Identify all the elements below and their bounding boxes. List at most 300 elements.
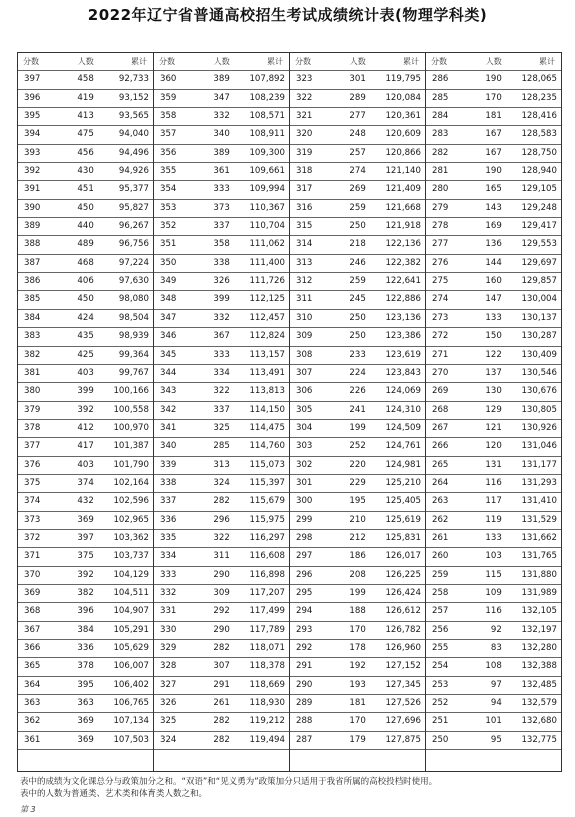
score-cell: 389 xyxy=(18,218,60,236)
cumulative-cell: 114,475 xyxy=(232,419,289,437)
table-row xyxy=(290,603,425,621)
cumulative-cell: 96,267 xyxy=(96,218,153,236)
count-cell: 399 xyxy=(60,383,96,401)
score-cell: 333 xyxy=(154,566,196,584)
cumulative-cell: 125,831 xyxy=(368,529,425,547)
table-row xyxy=(426,566,561,584)
score-cell: 255 xyxy=(426,640,468,658)
table-row xyxy=(426,181,561,199)
count-cell: 417 xyxy=(60,438,96,456)
count-cell: 282 xyxy=(196,731,232,749)
count-cell: 282 xyxy=(196,493,232,511)
score-cell: 275 xyxy=(426,273,468,291)
table-row xyxy=(426,419,561,437)
cumulative-cell: 128,583 xyxy=(504,126,561,144)
count-cell: 116 xyxy=(468,603,504,621)
table-row xyxy=(290,511,425,529)
table-row xyxy=(154,144,289,162)
column-header: 人数 xyxy=(468,53,504,71)
score-cell: 278 xyxy=(426,218,468,236)
count-cell: 259 xyxy=(332,199,368,217)
cumulative-cell: 124,310 xyxy=(368,401,425,419)
score-cell: 304 xyxy=(290,419,332,437)
cumulative-cell: 132,197 xyxy=(504,621,561,639)
count-cell: 94 xyxy=(468,695,504,713)
score-cell: 294 xyxy=(290,603,332,621)
cumulative-cell: 111,062 xyxy=(232,236,289,254)
table-row xyxy=(426,621,561,639)
count-cell: 115 xyxy=(468,566,504,584)
count-cell: 458 xyxy=(60,71,96,89)
score-cell: 349 xyxy=(154,273,196,291)
table-row xyxy=(154,218,289,236)
cumulative-cell: 108,239 xyxy=(232,89,289,107)
score-cell: 345 xyxy=(154,346,196,364)
score-cell: 371 xyxy=(18,548,60,566)
table-row xyxy=(426,383,561,401)
table-row xyxy=(426,548,561,566)
count-cell: 425 xyxy=(60,346,96,364)
cumulative-cell: 117,499 xyxy=(232,603,289,621)
cumulative-cell: 94,496 xyxy=(96,144,153,162)
count-cell: 309 xyxy=(196,584,232,602)
score-cell: 346 xyxy=(154,328,196,346)
column-header: 累计 xyxy=(504,53,561,71)
table-row xyxy=(18,346,153,364)
cumulative-cell: 98,939 xyxy=(96,328,153,346)
score-cell: 370 xyxy=(18,566,60,584)
score-cell: 321 xyxy=(290,108,332,126)
count-cell: 337 xyxy=(196,401,232,419)
score-cell: 377 xyxy=(18,438,60,456)
cumulative-cell: 101,387 xyxy=(96,438,153,456)
count-cell: 165 xyxy=(468,181,504,199)
count-cell: 412 xyxy=(60,419,96,437)
cumulative-cell: 128,416 xyxy=(504,108,561,126)
cumulative-cell: 121,409 xyxy=(368,181,425,199)
count-cell: 373 xyxy=(196,199,232,217)
cumulative-cell: 111,400 xyxy=(232,254,289,272)
table-row xyxy=(154,658,289,676)
score-cell: 374 xyxy=(18,493,60,511)
cumulative-cell: 102,965 xyxy=(96,511,153,529)
score-cell: 251 xyxy=(426,713,468,731)
cumulative-cell: 128,065 xyxy=(504,71,561,89)
cumulative-cell: 96,756 xyxy=(96,236,153,254)
table-row xyxy=(290,108,425,126)
count-cell: 136 xyxy=(468,236,504,254)
cumulative-cell: 114,150 xyxy=(232,401,289,419)
score-cell: 272 xyxy=(426,328,468,346)
cumulative-cell: 117,207 xyxy=(232,584,289,602)
count-cell: 143 xyxy=(468,199,504,217)
count-cell: 367 xyxy=(196,328,232,346)
table-row xyxy=(18,71,153,89)
score-cell: 392 xyxy=(18,163,60,181)
count-cell: 392 xyxy=(60,566,96,584)
table-row xyxy=(154,566,289,584)
table-row xyxy=(18,364,153,382)
cumulative-cell: 93,152 xyxy=(96,89,153,107)
table-row xyxy=(154,163,289,181)
score-cell: 348 xyxy=(154,291,196,309)
count-cell: 375 xyxy=(60,548,96,566)
count-cell: 274 xyxy=(332,163,368,181)
count-cell: 322 xyxy=(196,529,232,547)
cumulative-cell: 104,129 xyxy=(96,566,153,584)
page-number: 第 3 xyxy=(20,805,36,814)
table-row xyxy=(18,309,153,327)
score-cell: 347 xyxy=(154,309,196,327)
cumulative-cell: 106,007 xyxy=(96,658,153,676)
table-row xyxy=(290,658,425,676)
table-row xyxy=(154,309,289,327)
table-row xyxy=(290,364,425,382)
cumulative-cell: 132,485 xyxy=(504,676,561,694)
count-cell: 193 xyxy=(332,676,368,694)
cumulative-cell: 130,287 xyxy=(504,328,561,346)
score-cell: 360 xyxy=(154,71,196,89)
score-table xyxy=(426,53,561,750)
score-cell: 364 xyxy=(18,676,60,694)
count-cell: 131 xyxy=(468,456,504,474)
score-cell: 259 xyxy=(426,566,468,584)
cumulative-cell: 116,297 xyxy=(232,529,289,547)
table-row xyxy=(290,713,425,731)
score-cell: 353 xyxy=(154,199,196,217)
table-row xyxy=(154,108,289,126)
table-row xyxy=(154,346,289,364)
table-row xyxy=(426,144,561,162)
table-row xyxy=(290,419,425,437)
table-row xyxy=(154,584,289,602)
count-cell: 170 xyxy=(332,621,368,639)
score-table xyxy=(290,53,425,750)
score-cell: 271 xyxy=(426,346,468,364)
score-tables xyxy=(17,52,562,772)
table-row xyxy=(290,493,425,511)
count-cell: 212 xyxy=(332,529,368,547)
score-cell: 317 xyxy=(290,181,332,199)
score-cell: 342 xyxy=(154,401,196,419)
table-row xyxy=(154,511,289,529)
cumulative-cell: 129,105 xyxy=(504,181,561,199)
table-row xyxy=(18,713,153,731)
table-row xyxy=(290,438,425,456)
cumulative-cell: 120,084 xyxy=(368,89,425,107)
cumulative-cell: 125,405 xyxy=(368,493,425,511)
count-cell: 210 xyxy=(332,511,368,529)
cumulative-cell: 95,827 xyxy=(96,199,153,217)
cumulative-cell: 121,140 xyxy=(368,163,425,181)
table-row xyxy=(18,529,153,547)
cumulative-cell: 126,424 xyxy=(368,584,425,602)
count-cell: 95 xyxy=(468,731,504,749)
count-cell: 403 xyxy=(60,456,96,474)
table-row xyxy=(154,438,289,456)
cumulative-cell: 123,619 xyxy=(368,346,425,364)
score-cell: 281 xyxy=(426,163,468,181)
footnote-1: 表中的成绩为文化课总分与政策加分之和。“双语”和“见义勇为”政策加分只适用于我省所属的高校投档时使用。 xyxy=(20,777,438,787)
table-row xyxy=(18,456,153,474)
score-cell: 334 xyxy=(154,548,196,566)
footnotes xyxy=(20,776,560,800)
table-row xyxy=(18,695,153,713)
cumulative-cell: 108,911 xyxy=(232,126,289,144)
score-cell: 380 xyxy=(18,383,60,401)
cumulative-cell: 115,679 xyxy=(232,493,289,511)
table-row xyxy=(154,273,289,291)
table-row xyxy=(18,658,153,676)
table-row xyxy=(154,493,289,511)
cumulative-cell: 131,989 xyxy=(504,584,561,602)
table-row xyxy=(426,309,561,327)
table-row xyxy=(154,89,289,107)
table-header-row xyxy=(290,53,425,71)
cumulative-cell: 132,680 xyxy=(504,713,561,731)
cumulative-cell: 92,733 xyxy=(96,71,153,89)
count-cell: 190 xyxy=(468,163,504,181)
cumulative-cell: 121,668 xyxy=(368,199,425,217)
cumulative-cell: 124,509 xyxy=(368,419,425,437)
cumulative-cell: 116,608 xyxy=(232,548,289,566)
score-cell: 336 xyxy=(154,511,196,529)
cumulative-cell: 132,105 xyxy=(504,603,561,621)
score-cell: 356 xyxy=(154,144,196,162)
cumulative-cell: 115,975 xyxy=(232,511,289,529)
cumulative-cell: 132,388 xyxy=(504,658,561,676)
table-row xyxy=(290,199,425,217)
score-cell: 384 xyxy=(18,309,60,327)
score-cell: 296 xyxy=(290,566,332,584)
count-cell: 160 xyxy=(468,273,504,291)
score-cell: 298 xyxy=(290,529,332,547)
table-row xyxy=(290,474,425,492)
count-cell: 101 xyxy=(468,713,504,731)
count-cell: 229 xyxy=(332,474,368,492)
count-cell: 129 xyxy=(468,401,504,419)
cumulative-cell: 130,004 xyxy=(504,291,561,309)
count-cell: 117 xyxy=(468,493,504,511)
score-cell: 320 xyxy=(290,126,332,144)
table-row xyxy=(154,474,289,492)
count-cell: 468 xyxy=(60,254,96,272)
cumulative-cell: 127,526 xyxy=(368,695,425,713)
count-cell: 192 xyxy=(332,658,368,676)
table-row xyxy=(426,163,561,181)
cumulative-cell: 117,789 xyxy=(232,621,289,639)
score-cell: 260 xyxy=(426,548,468,566)
count-cell: 119 xyxy=(468,511,504,529)
count-cell: 324 xyxy=(196,474,232,492)
cumulative-cell: 131,765 xyxy=(504,548,561,566)
table-row xyxy=(154,548,289,566)
count-cell: 369 xyxy=(60,731,96,749)
score-cell: 328 xyxy=(154,658,196,676)
cumulative-cell: 105,629 xyxy=(96,640,153,658)
table-row xyxy=(290,383,425,401)
count-cell: 311 xyxy=(196,548,232,566)
count-cell: 450 xyxy=(60,291,96,309)
count-cell: 406 xyxy=(60,273,96,291)
score-cell: 367 xyxy=(18,621,60,639)
table-row xyxy=(426,474,561,492)
table-row xyxy=(290,163,425,181)
table-row xyxy=(290,71,425,89)
score-cell: 265 xyxy=(426,456,468,474)
column-header: 人数 xyxy=(332,53,368,71)
score-cell: 270 xyxy=(426,364,468,382)
cumulative-cell: 126,612 xyxy=(368,603,425,621)
count-cell: 170 xyxy=(468,89,504,107)
score-cell: 319 xyxy=(290,144,332,162)
cumulative-cell: 113,157 xyxy=(232,346,289,364)
cumulative-cell: 116,898 xyxy=(232,566,289,584)
table-row xyxy=(426,493,561,511)
cumulative-cell: 119,212 xyxy=(232,713,289,731)
count-cell: 147 xyxy=(468,291,504,309)
cumulative-cell: 127,345 xyxy=(368,676,425,694)
table-row xyxy=(426,108,561,126)
table-row xyxy=(426,236,561,254)
table-row xyxy=(18,254,153,272)
table-row xyxy=(426,273,561,291)
table-row xyxy=(290,401,425,419)
table-row xyxy=(426,438,561,456)
count-cell: 259 xyxy=(332,273,368,291)
table-row xyxy=(18,584,153,602)
count-cell: 167 xyxy=(468,144,504,162)
count-cell: 233 xyxy=(332,346,368,364)
score-cell: 253 xyxy=(426,676,468,694)
cumulative-cell: 100,970 xyxy=(96,419,153,437)
table-row xyxy=(154,236,289,254)
score-cell: 324 xyxy=(154,731,196,749)
score-cell: 263 xyxy=(426,493,468,511)
table-row xyxy=(290,548,425,566)
table-row xyxy=(290,273,425,291)
score-table xyxy=(154,53,289,750)
cumulative-cell: 119,494 xyxy=(232,731,289,749)
score-cell: 314 xyxy=(290,236,332,254)
cumulative-cell: 129,248 xyxy=(504,199,561,217)
count-cell: 325 xyxy=(196,419,232,437)
score-cell: 252 xyxy=(426,695,468,713)
cumulative-cell: 94,926 xyxy=(96,163,153,181)
score-cell: 387 xyxy=(18,254,60,272)
score-cell: 299 xyxy=(290,511,332,529)
cumulative-cell: 99,767 xyxy=(96,364,153,382)
cumulative-cell: 107,134 xyxy=(96,713,153,731)
count-cell: 419 xyxy=(60,89,96,107)
count-cell: 322 xyxy=(196,383,232,401)
score-cell: 295 xyxy=(290,584,332,602)
table-row xyxy=(290,676,425,694)
cumulative-cell: 101,790 xyxy=(96,456,153,474)
table-row xyxy=(154,529,289,547)
cumulative-cell: 102,596 xyxy=(96,493,153,511)
count-cell: 326 xyxy=(196,273,232,291)
table-row xyxy=(18,438,153,456)
score-cell: 390 xyxy=(18,199,60,217)
count-cell: 178 xyxy=(332,640,368,658)
count-cell: 334 xyxy=(196,364,232,382)
cumulative-cell: 95,377 xyxy=(96,181,153,199)
score-cell: 363 xyxy=(18,695,60,713)
table-row xyxy=(154,640,289,658)
count-cell: 241 xyxy=(332,401,368,419)
count-cell: 347 xyxy=(196,89,232,107)
table-row xyxy=(426,346,561,364)
score-cell: 325 xyxy=(154,713,196,731)
count-cell: 186 xyxy=(332,548,368,566)
score-cell: 308 xyxy=(290,346,332,364)
count-cell: 261 xyxy=(196,695,232,713)
count-cell: 282 xyxy=(196,640,232,658)
count-cell: 169 xyxy=(468,218,504,236)
cumulative-cell: 103,737 xyxy=(96,548,153,566)
count-cell: 440 xyxy=(60,218,96,236)
score-cell: 357 xyxy=(154,126,196,144)
table-row xyxy=(426,364,561,382)
count-cell: 389 xyxy=(196,144,232,162)
table-row xyxy=(154,456,289,474)
cumulative-cell: 119,795 xyxy=(368,71,425,89)
cumulative-cell: 104,511 xyxy=(96,584,153,602)
count-cell: 150 xyxy=(468,328,504,346)
score-cell: 341 xyxy=(154,419,196,437)
table-row xyxy=(426,731,561,749)
score-cell: 372 xyxy=(18,529,60,547)
cumulative-cell: 107,892 xyxy=(232,71,289,89)
table-row xyxy=(18,89,153,107)
count-cell: 475 xyxy=(60,126,96,144)
cumulative-cell: 124,069 xyxy=(368,383,425,401)
count-cell: 181 xyxy=(332,695,368,713)
cumulative-cell: 100,558 xyxy=(96,401,153,419)
table-row xyxy=(290,291,425,309)
column-header: 分数 xyxy=(154,53,196,71)
score-table xyxy=(18,53,153,750)
column-header: 人数 xyxy=(60,53,96,71)
score-cell: 383 xyxy=(18,328,60,346)
score-cell: 351 xyxy=(154,236,196,254)
table-row xyxy=(154,328,289,346)
column-header: 累计 xyxy=(368,53,425,71)
cumulative-cell: 104,907 xyxy=(96,603,153,621)
score-cell: 355 xyxy=(154,163,196,181)
count-cell: 333 xyxy=(196,346,232,364)
table-row xyxy=(290,566,425,584)
cumulative-cell: 122,382 xyxy=(368,254,425,272)
score-cell: 323 xyxy=(290,71,332,89)
cumulative-cell: 129,697 xyxy=(504,254,561,272)
count-cell: 103 xyxy=(468,548,504,566)
table-row xyxy=(18,236,153,254)
table-row xyxy=(18,603,153,621)
count-cell: 282 xyxy=(196,713,232,731)
score-column-3 xyxy=(290,53,426,771)
cumulative-cell: 97,224 xyxy=(96,254,153,272)
score-cell: 322 xyxy=(290,89,332,107)
table-row xyxy=(290,89,425,107)
table-row xyxy=(154,401,289,419)
cumulative-cell: 118,669 xyxy=(232,676,289,694)
cumulative-cell: 125,210 xyxy=(368,474,425,492)
table-row xyxy=(426,713,561,731)
count-cell: 250 xyxy=(332,218,368,236)
count-cell: 430 xyxy=(60,163,96,181)
